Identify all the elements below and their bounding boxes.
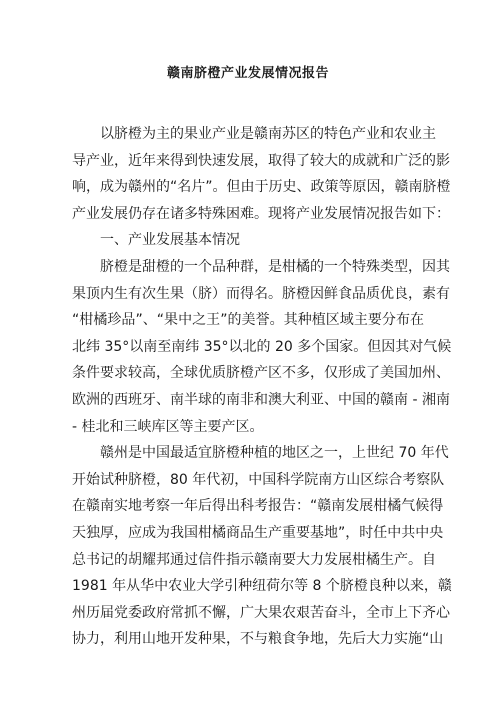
text-line: 导产业，近年来得到快速发展，取得了较大的成就和广泛的影 bbox=[72, 152, 450, 169]
text-line: 州历届党委政府常抓不懈，广大果农艰苦奋斗，全市上下齐心 bbox=[72, 604, 450, 621]
text-line: “柑橘珍品”、“果中之王”的美誉。其种植区域主要分布在 bbox=[72, 312, 424, 329]
text-line: 欧洲的西班牙、南半球的南非和澳大利亚、中国的赣南 - 湘南 bbox=[72, 391, 450, 408]
text-line: 协力，利用山地开发种果，不与粮食争地，先后大力实施“山 bbox=[72, 631, 444, 648]
text-line: - 桂北和三峡库区等主要产区。 bbox=[72, 418, 264, 435]
text-line: 脐橙是甜橙的一个品种群，是柑橘的一个特殊类型，因其 bbox=[100, 258, 450, 275]
text-line: 在赣南实地考察一年后得出科考报告：“赣南发展柑橘气候得 bbox=[72, 498, 444, 515]
text-line: 总书记的胡耀邦通过信件指示赣南要大力发展柑橘生产。自 bbox=[72, 551, 436, 568]
text-line: 天独厚，应成为我国柑橘商品生产重要基地”，时任中共中央 bbox=[72, 524, 444, 541]
text-line: 产业发展仍存在诸多特殊困难。现将产业发展情况报告如下： bbox=[72, 205, 450, 222]
text-line: 条件要求较高，全球优质脐橙产区不多，仅形成了美国加州、 bbox=[72, 365, 450, 382]
document-title: 赣南脐橙产业发展情况报告 bbox=[166, 66, 329, 81]
text-line: 赣州是中国最适宜脐橙种植的地区之一，上世纪 70 年代 bbox=[100, 445, 449, 462]
text-line: 以脐橙为主的果业产业是赣南苏区的特色产业和农业主 bbox=[100, 126, 436, 142]
text-line: 响，成为赣州的“名片”。但由于历史、政策等原因，赣南脐橙 bbox=[72, 179, 451, 196]
text-line: 果顶内生有次生果（脐）而得名。脐橙因鲜食品质优良，素有 bbox=[72, 285, 450, 302]
text-line: 开始试种脐橙，80 年代初，中国科学院南方山区综合考察队 bbox=[72, 471, 445, 488]
text-line: 1981 年从华中农业大学引种纽荷尔等 8 个脐橙良种以来，赣 bbox=[72, 578, 452, 595]
document-body bbox=[72, 121, 452, 653]
text-line: 北纬 35°以南至南纬 35°以北的 20 多个国家。但因其对气候 bbox=[72, 338, 452, 355]
text-line: 一、产业发展基本情况 bbox=[100, 232, 240, 249]
